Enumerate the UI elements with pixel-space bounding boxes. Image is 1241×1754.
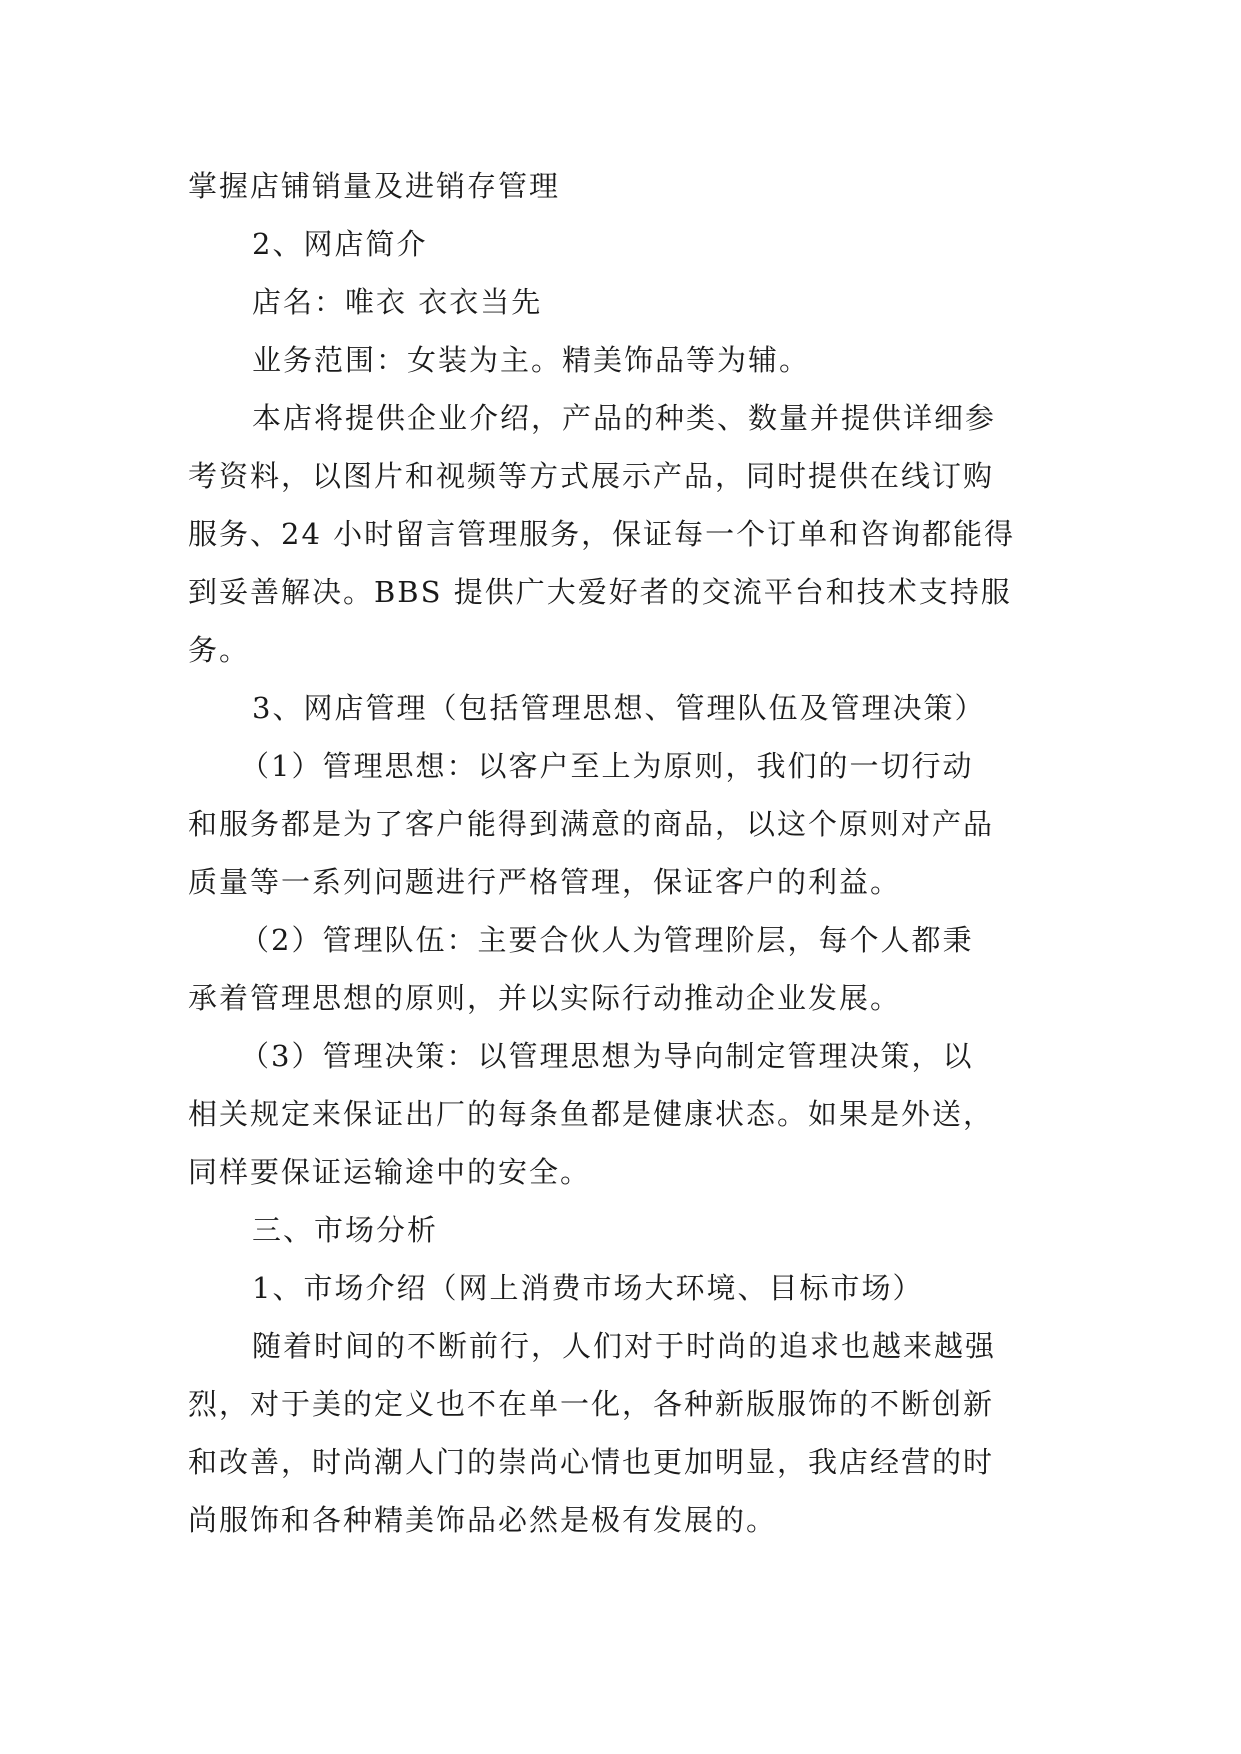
text-line: （3）管理决策：以管理思想为导向制定管理决策，以 [240,1039,974,1073]
text-line: 同样要保证运输途中的安全。 [188,1155,592,1189]
section-heading: 三、市场分析 [252,1213,439,1247]
text-line: 店名：唯衣 衣衣当先 [252,285,543,319]
text-line: 烈，对于美的定义也不在单一化，各种新版服饰的不断创新 [188,1387,995,1421]
section-heading: 2、网店简介 [252,227,428,261]
text-line: 掌握店铺销量及进销存管理 [188,169,561,203]
text-line: 和服务都是为了客户能得到满意的商品，以这个原则对产品 [188,807,995,841]
text-line: 随着时间的不断前行，人们对于时尚的追求也越来越强 [252,1329,997,1363]
text-line: 考资料，以图片和视频等方式展示产品，同时提供在线订购 [188,459,995,493]
section-heading: 1、市场介绍（网上消费市场大环境、目标市场） [252,1271,924,1305]
section-heading: 3、网店管理（包括管理思想、管理队伍及管理决策） [252,691,986,725]
text-line: （1）管理思想：以客户至上为原则，我们的一切行动 [240,749,974,783]
text-line: 质量等一系列问题进行严格管理，保证客户的利益。 [188,865,902,899]
text-line: （2）管理队伍：主要合伙人为管理阶层，每个人都秉 [240,923,974,957]
text-line: 到妥善解决。BBS 提供广大爱好者的交流平台和技术支持服 [188,575,1012,609]
text-line: 承着管理思想的原则，并以实际行动推动企业发展。 [188,981,902,1015]
text-line: 和改善，时尚潮人门的崇尚心情也更加明显，我店经营的时 [188,1445,995,1479]
text-line: 相关规定来保证出厂的每条鱼都是健康状态。如果是外送， [188,1097,995,1131]
text-line: 尚服饰和各种精美饰品必然是极有发展的。 [188,1503,778,1537]
body-text [188,157,1060,1549]
text-line: 业务范围：女装为主。精美饰品等为辅。 [252,343,811,377]
text-line: 务。 [188,633,251,667]
text-line: 服务、24 小时留言管理服务，保证每一个订单和咨询都能得 [188,517,1016,551]
text-line: 本店将提供企业介绍，产品的种类、数量并提供详细参 [252,401,997,435]
